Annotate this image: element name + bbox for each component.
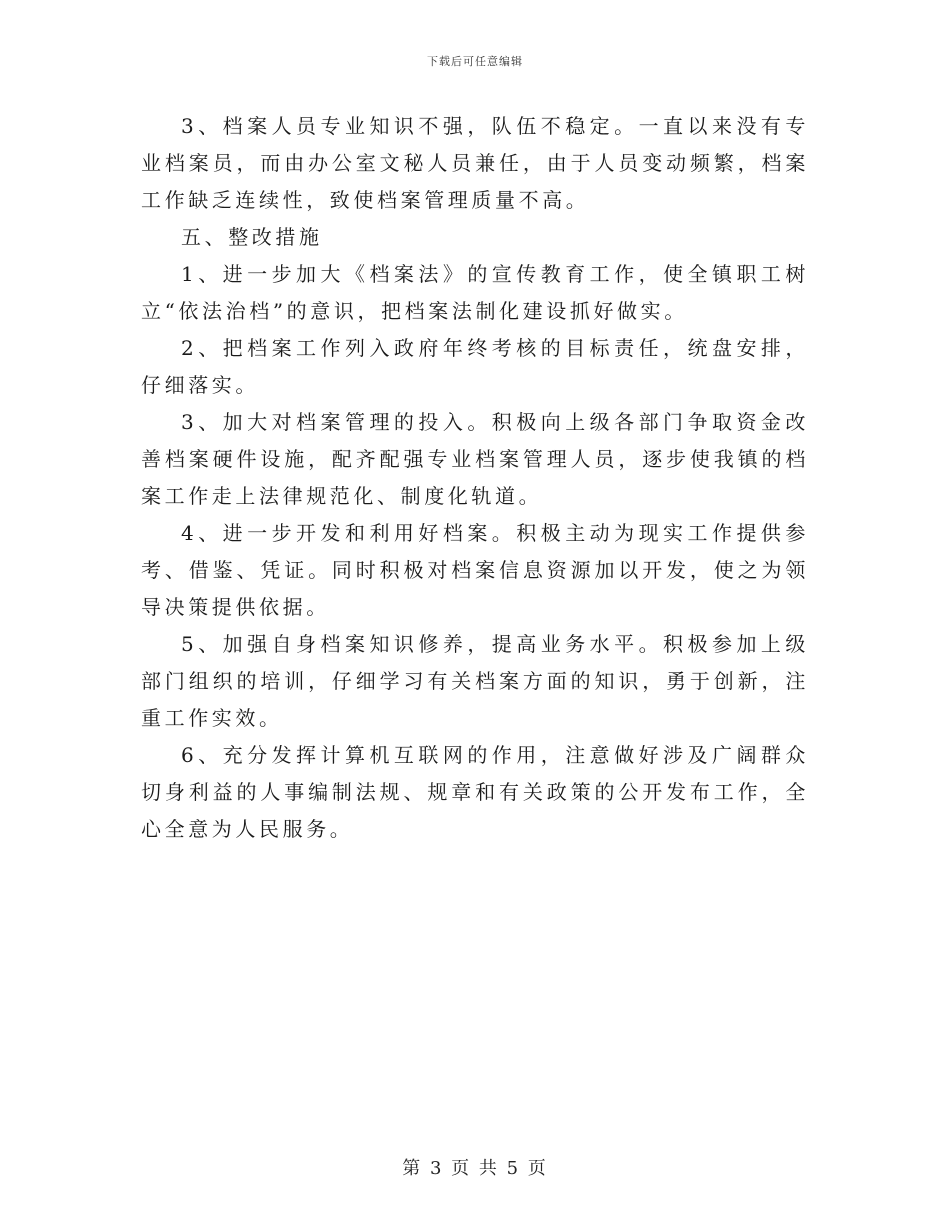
section-heading-rectification: 五、整改措施 xyxy=(181,225,323,249)
header-note: 下载后可任意编辑 xyxy=(427,55,523,68)
paragraph-measure-3: 3、加大对档案管理的投入。积极向上级各部门争取资金改善档案硬件设施，配齐配强专业档案管理人员，逐步使我镇的档案工作走上法律规范化、制度化轨道。 xyxy=(141,410,809,508)
page-middle: 页 共 xyxy=(451,1158,499,1179)
paragraph-staff-issue: 3、档案人员专业知识不强，队伍不稳定。一直以来没有专业档案员，而由办公室文秘人员兼任，由于人员变动频繁，档案工作缺乏连续性，致使档案管理质量不高。 xyxy=(141,114,809,212)
paragraph-measure-2: 2、把档案工作列入政府年终考核的目标责任，统盘安排，仔细落实。 xyxy=(141,336,809,397)
document-body xyxy=(141,108,809,848)
paragraph-measure-1: 1、进一步加大《档案法》的宣传教育工作，使全镇职工树立“依法治档”的意识，把档案法制化建设抓好做实。 xyxy=(141,262,809,323)
page-suffix: 页 xyxy=(527,1158,548,1179)
paragraph-measure-6: 6、充分发挥计算机互联网的作用，注意做好涉及广阔群众切身利益的人事编制法规、规章和有关政策的公开发布工作，全心全意为人民服务。 xyxy=(141,743,809,841)
paragraph-measure-5: 5、加强自身档案知识修养，提高业务水平。积极参加上级部门组织的培训，仔细学习有关档案方面的知识，勇于创新，注重工作实效。 xyxy=(141,632,809,730)
page-current: 3 xyxy=(429,1158,444,1179)
page-total: 5 xyxy=(506,1158,521,1179)
page-prefix: 第 xyxy=(402,1158,423,1179)
page-number-footer xyxy=(0,1154,950,1180)
paragraph-measure-4: 4、进一步开发和利用好档案。积极主动为现实工作提供参考、借鉴、凭证。同时积极对档案信息资源加以开发，使之为领导决策提供依据。 xyxy=(141,521,809,619)
